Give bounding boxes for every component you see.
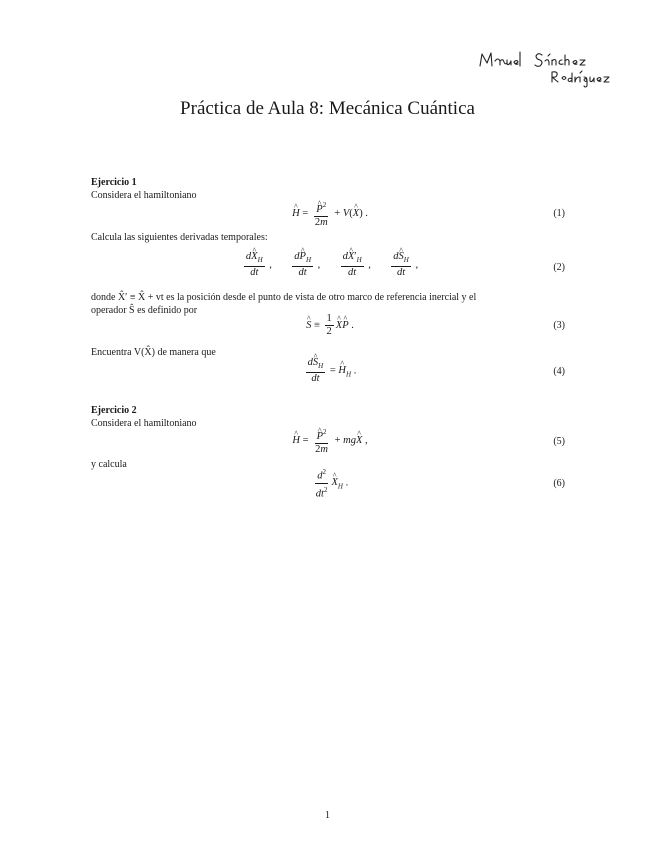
exercise-2-intro: Considera el hamiltoniano	[91, 418, 197, 429]
equation-4-number: (4)	[553, 366, 565, 377]
handwritten-signature	[470, 46, 620, 92]
calc-text: y calcula	[91, 459, 127, 470]
where-line-2: operador Ŝ es definido por	[91, 305, 198, 316]
exercise-1-heading: Ejercicio 1	[91, 177, 137, 188]
page-number: 1	[325, 810, 330, 821]
equation-3-number: (3)	[553, 320, 565, 331]
equation-2: $\frac{d\^{} X_H}{dt}$ , $\frac{d\^{} P_H}{dt}$ , $\frac{d\^{} X'_H}{dt}$ , $\frac{d\^{} S_H}{dt}$ ,	[150, 251, 510, 279]
exercise-1-intro: Considera el hamiltoniano	[91, 190, 197, 201]
equation-5-number: (5)	[553, 436, 565, 447]
equation-1: ^ H = ^ $\frac{P^2}{2m}$ + V(^ X) .	[150, 199, 510, 229]
page-title: Práctica de Aula 8: Mecánica Cuántica	[180, 98, 475, 119]
equation-4: $\frac{d\^{} S_H}{dt}$ = ^ $H_H$ .	[150, 357, 510, 385]
where-line-1: donde X̂′ ≡ X̂ + vt es la posición desde el punto de vista de otro marco de referencia inercial y el	[91, 292, 477, 303]
equation-1-number: (1)	[553, 208, 565, 219]
equation-6-number: (6)	[553, 478, 565, 489]
equation-6: $\frac{d^2}{dt^2}$ ^ $X_H$ .	[150, 466, 510, 500]
find-text: Encuentra V(X̂) de manera que	[91, 347, 216, 358]
equation-5: ^ H = ^ $\frac{P^2}{2m}$ + mg^ X ,	[150, 426, 510, 456]
equation-3: ^ S ≡ $\frac{1}{2}$ ^ X^ P .	[150, 313, 510, 338]
derivatives-intro: Calcula las siguientes derivadas temporales:	[91, 232, 268, 243]
exercise-2-heading: Ejercicio 2	[91, 405, 137, 416]
equation-2-number: (2)	[553, 262, 565, 273]
